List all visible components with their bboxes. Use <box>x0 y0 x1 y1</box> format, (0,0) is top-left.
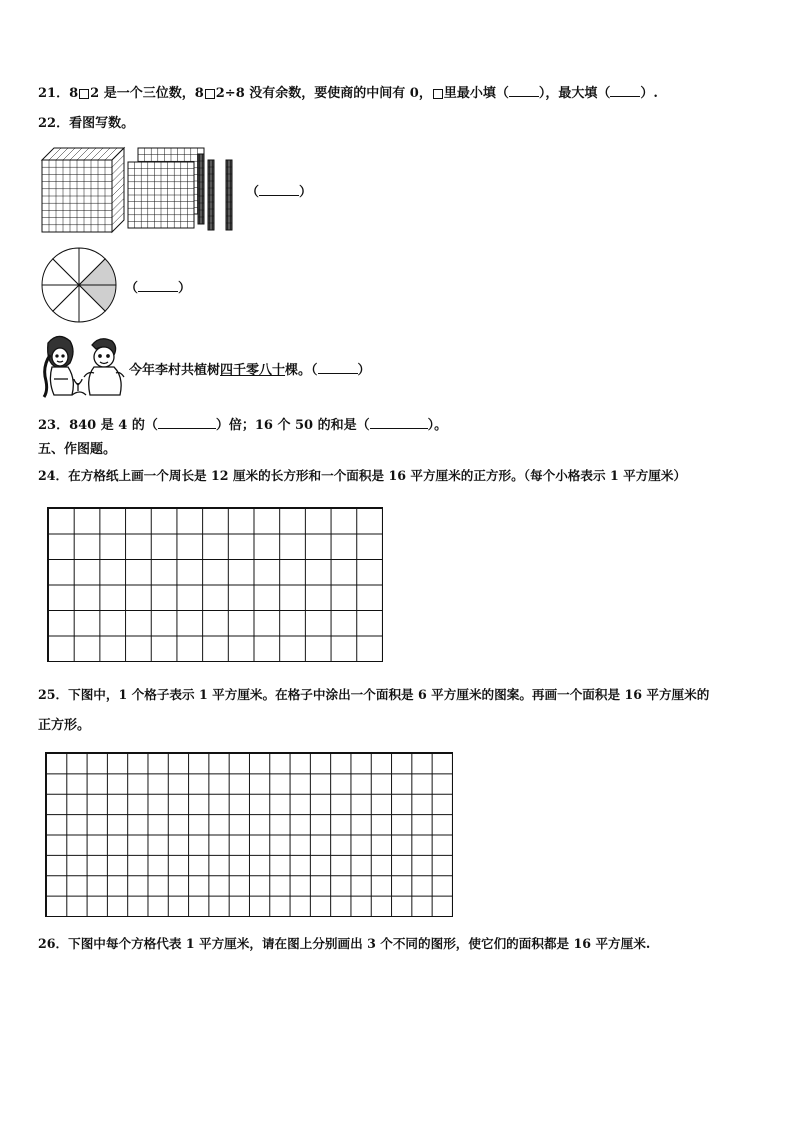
ten-rod-icon <box>226 160 232 230</box>
answer-blank[interactable] <box>370 416 428 429</box>
base-ten-blocks <box>40 146 250 236</box>
answer-blank[interactable] <box>610 84 640 97</box>
hundred-flat-icon <box>128 162 194 228</box>
pie-circle-icon <box>40 246 118 324</box>
ten-rod-icon <box>198 154 204 224</box>
graph-paper-24[interactable] <box>47 507 383 662</box>
ten-rod-icon <box>208 160 214 230</box>
answer-blank[interactable] <box>318 361 358 374</box>
square-box-icon <box>79 89 89 99</box>
square-box-icon <box>433 89 443 99</box>
answer-22b: （ ） <box>125 281 192 296</box>
children-illustration-icon <box>38 333 130 399</box>
question-25-line1: 25．下图中，1 个格子表示 1 平方厘米。在格子中涂出一个面积是 6 平方厘米的图案。再画一个面积是 16 平方厘米的 <box>38 687 710 702</box>
square-box-icon <box>205 89 215 99</box>
question-22-title: 22．看图写数。 <box>38 116 135 131</box>
question-26: 26．下图中每个方格代表 1 平方厘米，请在图上分别画出 3 个不同的图形，使它们的面积都是 16 平方厘米. <box>38 936 651 951</box>
question-24: 24．在方格纸上画一个周长是 12 厘米的长方形和一个面积是 16 平方厘米的正方形。（每个小格表示 1 平方厘米） <box>38 468 687 483</box>
graph-paper-25[interactable] <box>45 752 453 917</box>
section-5-title: 五、作图题。 <box>38 442 117 457</box>
question-21: 21．8 2 是一个三位数，8 2÷8 没有余数，要使商的中间有 0， 里最小填（ ），最大填（ ）. <box>38 86 658 101</box>
question-23: 23．840 是 4 的（ ）倍；16 个 50 的和是（ ）。 <box>38 418 448 433</box>
answer-blank[interactable] <box>158 416 216 429</box>
answer-blank[interactable] <box>509 84 539 97</box>
answer-22a: （ ） <box>246 185 313 200</box>
thousand-cube-icon <box>42 160 112 232</box>
question-22-sentence: 今年李村共植树四千零八十棵。（ ） <box>129 363 371 378</box>
answer-blank[interactable] <box>259 183 299 196</box>
question-25-line2: 正方形。 <box>38 718 91 733</box>
answer-blank[interactable] <box>138 279 178 292</box>
